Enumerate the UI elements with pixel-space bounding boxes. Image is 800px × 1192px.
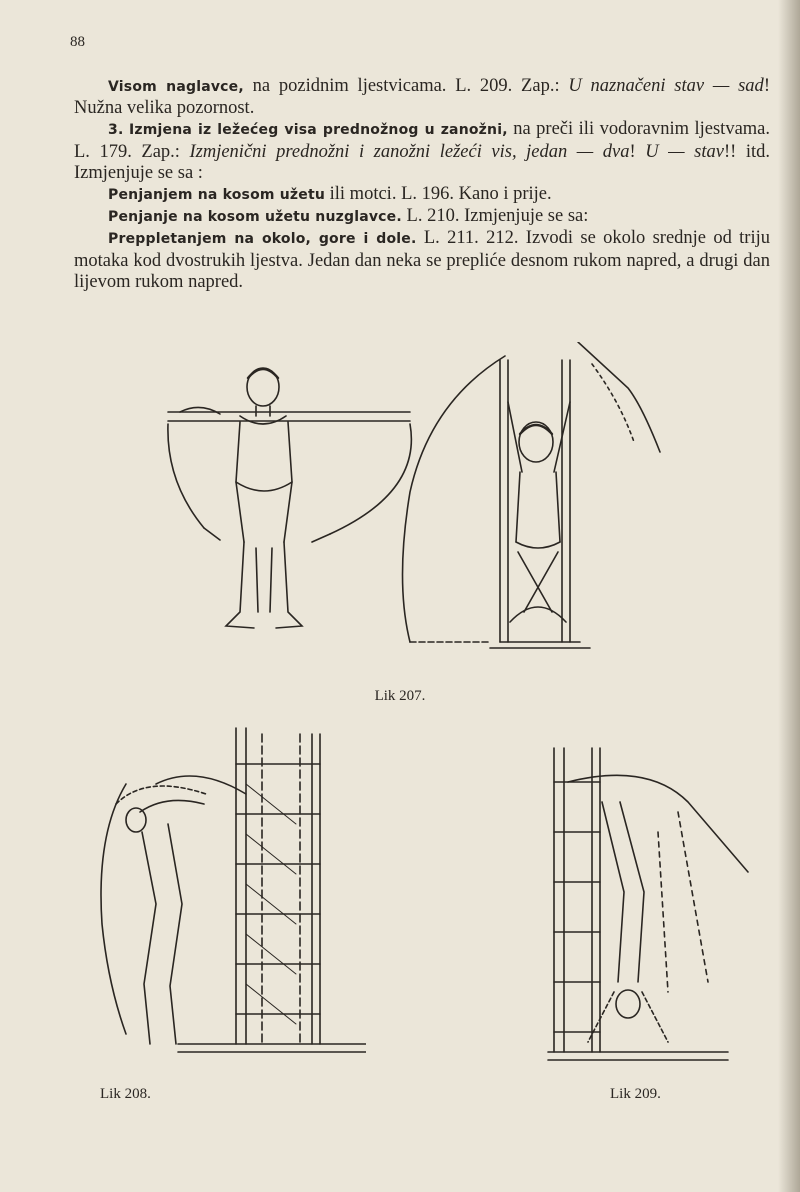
figure-207-caption: Lik 207.: [374, 688, 426, 704]
figure-208-caption: Lik 208.: [100, 1086, 151, 1102]
hanging-gymnast-drawing: [403, 342, 661, 648]
paragraph-visom-naglavce: [74, 76, 770, 119]
standing-gymnast-drawing: [168, 368, 411, 628]
exercise-number: 3.: [108, 122, 124, 139]
page-edge-shadow: [778, 0, 800, 1192]
exercise-title: Penjanje na kosom užetu nuzglavce.: [108, 209, 402, 226]
exercise-title: Penjanjem na kosom užetu: [108, 187, 326, 204]
paragraph-prepletanjem: [74, 228, 770, 293]
paragraph-text: na pozidnim ljestvicama. L. 209. Zap.:: [243, 76, 569, 96]
exercise-title: Visom naglavce,: [108, 79, 244, 95]
climbing-gymnast-drawing: [101, 776, 246, 1044]
paragraph-text: L. 211. 212. Izvodi se okolo srednje od triju motaka kod dvostrukih ljestva. Jedan dan neka se prepliće desnom rukom napred, a drugi dan lijevom rukom napred.: [74, 228, 770, 292]
inverted-gymnast-drawing: [568, 775, 748, 1042]
paragraph-izmjena: [74, 119, 770, 184]
figure-209-illustration: [528, 742, 764, 1062]
paragraph-text: !! itd. Izmjenjuje se sa :: [74, 141, 770, 183]
figure-208-illustration: [86, 724, 366, 1064]
paragraph-text: ! Nužna velika pozornost.: [74, 76, 770, 119]
paragraph-text: ili motci. L. 196. Kano i prije.: [325, 184, 552, 205]
page-number: 88: [70, 34, 85, 50]
wall-bars-drawing: [178, 728, 366, 1052]
exercise-title: Preppletanjem na okolo, gore i dole.: [108, 231, 417, 248]
paragraph-penjanjem: [74, 184, 770, 206]
figure-209-caption: Lik 209.: [610, 1086, 661, 1102]
figure-207-illustration: [160, 342, 680, 664]
paragraph-text: na preči ili vodoravnim ljestvama. L. 179. Zap.:: [74, 119, 771, 162]
command-text: Izmjenični prednožni i zanožni ležeći vis, jedan — dva: [189, 141, 630, 162]
exercise-title: Izmjena iz ležećeg visa prednožnog u zanožni,: [128, 122, 508, 139]
body-text: [74, 76, 770, 293]
paragraph-text: !: [629, 141, 646, 162]
paragraph-text: L. 210. Izmjenjuje se sa:: [401, 206, 589, 227]
command-text: U — stav: [645, 141, 724, 162]
command-text: U naznačeni stav — sad: [568, 76, 764, 96]
paragraph-penjanje: [74, 206, 770, 228]
